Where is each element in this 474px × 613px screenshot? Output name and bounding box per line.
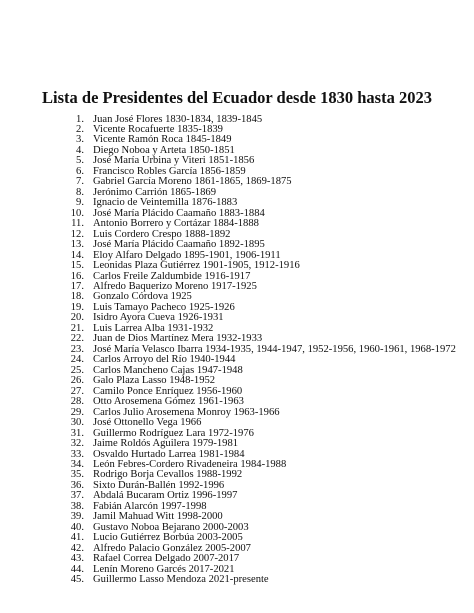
list-item-number: 16. xyxy=(70,270,84,282)
list-item-number: 35. xyxy=(70,469,84,481)
list-item-number: 41. xyxy=(70,532,84,544)
list-item-text: Gonzalo Córdova 1925 xyxy=(93,291,192,303)
list-item-number: 40. xyxy=(70,521,84,533)
list-item xyxy=(64,439,456,449)
list-item-number: 3. xyxy=(76,134,84,146)
list-item-number: 14. xyxy=(70,249,84,261)
list-item-text: Fabián Alarcón 1997-1998 xyxy=(93,500,207,512)
list-item-number: 6. xyxy=(76,165,84,177)
list-item-number: 17. xyxy=(70,281,84,292)
list-item-number: 19. xyxy=(70,301,84,313)
list-item-number: 34. xyxy=(70,458,84,470)
list-item-number: 29. xyxy=(70,406,84,418)
list-item-text: Luis Tamayo Pacheco 1925-1926 xyxy=(93,301,235,313)
list-item-number: 33. xyxy=(70,448,84,460)
list-item-number: 5. xyxy=(76,155,84,167)
list-item-text: Camilo Ponce Enríquez 1956-1960 xyxy=(93,385,243,397)
list-item-text: José María Plácido Caamaño 1892-1895 xyxy=(93,239,265,251)
list-item-number: 30. xyxy=(70,417,84,429)
list-item-number: 22. xyxy=(70,333,84,345)
list-item-text: Rodrigo Borja Cevallos 1988-1992 xyxy=(93,469,243,481)
document-title: Lista de Presidentes del Ecuador desde 1830 hasta 2023 xyxy=(42,88,432,107)
list-item-number: 20. xyxy=(70,312,84,324)
list-item-text: Osvaldo Hurtado Larrea 1981-1984 xyxy=(93,448,245,460)
list-item-text: Isidro Ayora Cueva 1926-1931 xyxy=(93,312,224,324)
list-item xyxy=(64,418,456,428)
list-item-number: 1. xyxy=(76,113,84,125)
list-item xyxy=(64,261,456,271)
list-item-text: Carlos Arroyo del Río 1940-1944 xyxy=(93,354,236,366)
list-item-number: 18. xyxy=(70,291,84,303)
list-item-text: Lucio Gutiérrez Borbúa 2003-2005 xyxy=(93,532,243,544)
list-item-text: Gustavo Noboa Bejarano 2000-2003 xyxy=(93,521,249,533)
list-item-number: 12. xyxy=(70,228,84,240)
list-item-number: 37. xyxy=(70,490,84,502)
list-item-text: Abdalá Bucaram Ortiz 1996-1997 xyxy=(93,490,238,502)
list-item-number: 13. xyxy=(70,239,84,251)
list-item-number: 9. xyxy=(76,197,84,209)
list-item-text: Guillermo Rodríguez Lara 1972-1976 xyxy=(93,427,254,439)
list-item-number: 15. xyxy=(70,260,84,272)
list-item-text: Francisco Robles García 1856-1859 xyxy=(93,165,246,177)
list-item-number: 27. xyxy=(70,385,84,397)
list-item-number: 36. xyxy=(70,479,84,491)
list-item-number: 7. xyxy=(76,176,84,188)
list-item-number: 25. xyxy=(70,364,84,376)
list-item-number: 31. xyxy=(70,427,84,439)
list-item-number: 10. xyxy=(70,207,84,219)
list-item-text: Jerónimo Carrión 1865-1869 xyxy=(93,186,216,198)
list-item-number: 44. xyxy=(70,563,84,575)
list-item-number: 4. xyxy=(76,144,84,156)
list-item-text: Diego Noboa y Arteta 1850-1851 xyxy=(93,144,235,156)
list-item-text: Carlos Mancheno Cajas 1947-1948 xyxy=(93,364,243,376)
list-item-number: 42. xyxy=(70,542,84,554)
list-item-text: Carlos Julio Arosemena Monroy 1963-1966 xyxy=(93,406,280,418)
list-item-text: Guillermo Lasso Mendoza 2021-presente xyxy=(93,574,269,586)
list-item-text: José María Urbina y Viteri 1851-1856 xyxy=(93,155,255,167)
list-item-text: Vicente Ramón Roca 1845-1849 xyxy=(93,134,232,146)
list-item-text: Rafael Correa Delgado 2007-2017 xyxy=(93,553,240,565)
president-list xyxy=(64,115,456,586)
list-item-text: José María Plácido Caamaño 1883-1884 xyxy=(93,207,265,219)
list-item-text: José María Velasco Ibarra 1934-1935, 1944-1947, 1952-1956, 1960-1961, 1968-1972 xyxy=(93,343,456,355)
list-item-number: 21. xyxy=(70,322,84,334)
list-item-text: Luis Larrea Alba 1931-1932 xyxy=(93,322,214,334)
list-item-text: Lenín Moreno Garcés 2017-2021 xyxy=(93,563,235,575)
list-item-text: Leonidas Plaza Gutiérrez 1901-1905, 1912-1916 xyxy=(93,260,300,272)
list-item-text: Eloy Alfaro Delgado 1895-1901, 1906-1911 xyxy=(93,249,281,261)
list-item-text: José Ottonello Vega 1966 xyxy=(93,417,202,429)
list-item-text: Carlos Freile Zaldumbide 1916-1917 xyxy=(93,270,251,282)
list-item-text: Vicente Rocafuerte 1835-1839 xyxy=(93,123,223,135)
list-item-text: Jaime Roldós Aguilera 1979-1981 xyxy=(93,438,239,450)
list-item-number: 2. xyxy=(76,123,84,135)
list-item-number: 38. xyxy=(70,500,84,512)
list-item-text: Jamil Mahuad Witt 1998-2000 xyxy=(93,511,223,523)
list-item-number: 8. xyxy=(76,186,84,198)
list-item-number: 26. xyxy=(70,375,84,387)
list-item-text: Galo Plaza Lasso 1948-1952 xyxy=(93,375,216,387)
list-item-text: Juan José Flores 1830-1834, 1839-1845 xyxy=(93,113,263,125)
list-item-number: 45. xyxy=(70,574,84,586)
list-item xyxy=(64,575,456,585)
list-item-number: 24. xyxy=(70,354,84,366)
list-item-number: 28. xyxy=(70,396,84,408)
list-item-text: Ignacio de Veintemilla 1876-1883 xyxy=(93,197,238,209)
list-item-number: 39. xyxy=(70,511,84,523)
list-item-number: 43. xyxy=(70,553,84,565)
list-item-text: León Febres-Cordero Rivadeneira 1984-1988 xyxy=(93,458,287,470)
list-item-text: Luis Cordero Crespo 1888-1892 xyxy=(93,228,231,240)
list-item-number: 32. xyxy=(70,438,84,450)
list-item-text: Antonio Borrero y Cortázar 1884-1888 xyxy=(93,218,259,230)
list-item-text: Gabriel García Moreno 1861-1865, 1869-1875 xyxy=(93,176,292,188)
list-item-text: Sixto Durán-Ballén 1992-1996 xyxy=(93,479,225,491)
list-item-number: 11. xyxy=(71,218,84,230)
list-item-text: Alfredo Palacio González 2005-2007 xyxy=(93,542,251,554)
list-item-text: Juan de Dios Martínez Mera 1932-1933 xyxy=(93,333,263,345)
list-item-text: Alfredo Baquerizo Moreno 1917-1925 xyxy=(93,281,257,292)
list-item-text: Otto Arosemena Gómez 1961-1963 xyxy=(93,396,244,408)
list-item-number: 23. xyxy=(70,343,84,355)
